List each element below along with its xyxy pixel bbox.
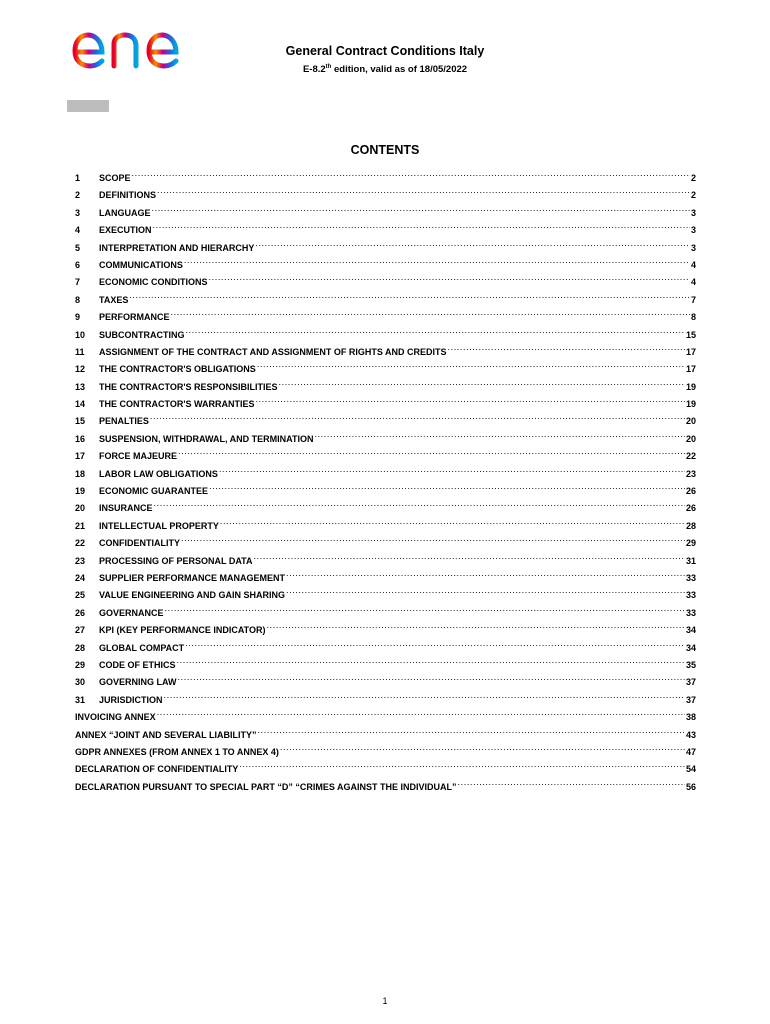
page-number: 1 [382, 996, 388, 1006]
toc-entry-label: THE CONTRACTOR'S WARRANTIES [99, 399, 255, 410]
toc-entry-label: CODE OF ETHICS [99, 659, 176, 670]
toc-leader-dots [177, 656, 685, 668]
toc-entry-label: THE CONTRACTOR'S RESPONSIBILITIES [99, 381, 278, 392]
toc-leader-dots [157, 186, 690, 198]
toc-entry[interactable] [75, 743, 696, 760]
toc-entry-label: PENALTIES [99, 416, 149, 427]
toc-leader-dots [154, 499, 685, 511]
toc-entry[interactable] [75, 708, 696, 725]
toc-entry[interactable] [75, 517, 696, 534]
toc-entry-page: 34 [685, 625, 696, 636]
toc-leader-dots [153, 221, 690, 233]
toc-leader-dots [315, 430, 685, 442]
toc-entry[interactable] [75, 726, 696, 743]
toc-entry[interactable] [75, 186, 696, 203]
toc-entry-page: 47 [685, 746, 696, 757]
toc-entry[interactable] [75, 586, 696, 603]
toc-entry-number: 8 [75, 294, 81, 305]
toc-leader-dots [239, 760, 685, 772]
toc-entry-number: 17 [75, 451, 86, 462]
toc-entry[interactable] [75, 343, 696, 360]
toc-entry-number: 24 [75, 572, 86, 583]
toc-entry-page: 28 [685, 520, 696, 531]
toc-entry-number: 21 [75, 520, 86, 531]
contents-heading: CONTENTS [350, 143, 420, 157]
edition-line [200, 64, 570, 75]
toc-entry-number: 26 [75, 607, 86, 618]
toc-leader-dots [219, 465, 685, 477]
toc-entry-label: DECLARATION PURSUANT TO SPECIAL PART “D” “CRIMES AGAINST THE INDIVIDUAL” [75, 781, 457, 792]
toc-entry-page: 38 [685, 712, 696, 723]
toc-entry-label: GOVERNING LAW [99, 677, 177, 688]
toc-entry[interactable] [75, 256, 696, 273]
toc-entry-number: 6 [75, 259, 81, 270]
toc-leader-dots [184, 256, 690, 268]
toc-leader-dots [279, 378, 685, 390]
toc-entry-page: 2 [690, 173, 696, 183]
toc-entry-label: LABOR LAW OBLIGATIONS [99, 468, 218, 479]
toc-entry[interactable] [75, 360, 696, 377]
toc-entry-label: INSURANCE [99, 503, 153, 514]
toc-entry[interactable] [75, 204, 696, 221]
toc-entry-number: 31 [75, 694, 86, 705]
toc-entry-number: 29 [75, 659, 86, 670]
table-of-contents [75, 169, 696, 795]
toc-entry-label: SUSPENSION, WITHDRAWAL, AND TERMINATION [99, 433, 314, 444]
toc-entry-number: 9 [75, 312, 81, 323]
toc-entry[interactable] [75, 169, 696, 186]
toc-leader-dots [178, 673, 685, 685]
toc-entry[interactable] [75, 691, 696, 708]
toc-entry[interactable] [75, 412, 696, 429]
toc-leader-dots [448, 343, 685, 355]
toc-entry[interactable] [75, 639, 696, 656]
toc-entry[interactable] [75, 308, 696, 325]
toc-entry[interactable] [75, 447, 696, 464]
toc-entry-label: KPI (KEY PERFORMANCE INDICATOR) [99, 625, 266, 636]
toc-leader-dots [255, 395, 685, 407]
toc-entry-page: 4 [690, 259, 696, 270]
toc-entry-number: 10 [75, 329, 86, 340]
toc-entry-page: 4 [690, 277, 696, 288]
toc-entry-label: SUPPLIER PERFORMANCE MANAGEMENT [99, 572, 286, 583]
toc-entry-number: 23 [75, 555, 86, 566]
toc-entry-label: EXECUTION [99, 225, 152, 236]
toc-leader-dots [157, 708, 685, 720]
toc-entry-number: 12 [75, 364, 86, 375]
toc-entry-number: 3 [75, 207, 81, 218]
toc-entry-page: 20 [685, 416, 696, 427]
toc-entry-number: 28 [75, 642, 86, 653]
toc-entry-page: 43 [685, 729, 696, 740]
toc-entry[interactable] [75, 656, 696, 673]
toc-entry-label: SUBCONTRACTING [99, 329, 185, 340]
toc-entry-label: ECONOMIC CONDITIONS [99, 277, 208, 288]
toc-entry[interactable] [75, 499, 696, 516]
toc-entry[interactable] [75, 395, 696, 412]
toc-entry-page: 26 [685, 503, 696, 514]
toc-entry[interactable] [75, 291, 696, 308]
toc-entry-page: 7 [690, 294, 696, 305]
toc-entry-label: INVOICING ANNEX [75, 712, 156, 723]
toc-entry-number: 22 [75, 538, 86, 549]
toc-entry-page: 22 [685, 451, 696, 462]
toc-entry-number: 18 [75, 468, 86, 479]
toc-leader-dots [132, 169, 690, 181]
toc-leader-dots [186, 326, 685, 338]
toc-entry-label: PERFORMANCE [99, 312, 170, 323]
toc-entry-page: 23 [685, 468, 696, 479]
toc-leader-dots [286, 569, 685, 581]
toc-leader-dots [150, 412, 685, 424]
toc-entry-number: 5 [75, 242, 81, 253]
toc-entry-number: 15 [75, 416, 86, 427]
toc-leader-dots [257, 360, 685, 372]
toc-leader-dots [164, 691, 685, 703]
toc-leader-dots [152, 204, 690, 216]
toc-entry-page: 26 [685, 486, 696, 497]
toc-entry-page: 33 [685, 572, 696, 583]
document-title: General Contract Conditions Italy [285, 44, 485, 58]
toc-leader-dots [171, 308, 690, 320]
toc-leader-dots [255, 239, 690, 251]
toc-entry-label: ECONOMIC GUARANTEE [99, 486, 209, 497]
toc-entry-number: 2 [75, 190, 81, 201]
toc-entry[interactable] [75, 621, 696, 638]
toc-entry-page: 31 [685, 555, 696, 566]
toc-entry-number: 1 [75, 173, 81, 183]
toc-leader-dots [220, 517, 685, 529]
toc-leader-dots [165, 604, 685, 616]
toc-entry[interactable] [75, 778, 696, 795]
toc-entry-label: ASSIGNMENT OF THE CONTRACT AND ASSIGNMENT OF RIGHTS AND CREDITS [99, 346, 447, 357]
toc-leader-dots [267, 621, 685, 633]
toc-entry[interactable] [75, 430, 696, 447]
toc-entry-label: DECLARATION OF CONFIDENTIALITY [75, 764, 239, 775]
toc-entry-number: 7 [75, 277, 81, 288]
toc-entry-page: 29 [685, 538, 696, 549]
toc-entry-page: 3 [690, 207, 696, 218]
toc-entry[interactable] [75, 465, 696, 482]
toc-entry-label: COMMUNICATIONS [99, 259, 183, 270]
toc-leader-dots [209, 273, 690, 285]
toc-entry-page: 3 [690, 242, 696, 253]
toc-entry-label: GLOBAL COMPACT [99, 642, 185, 653]
toc-entry-page: 17 [685, 364, 696, 375]
toc-leader-dots [286, 586, 685, 598]
toc-entry-page: 37 [685, 677, 696, 688]
toc-entry[interactable] [75, 604, 696, 621]
toc-leader-dots [254, 552, 685, 564]
toc-entry[interactable] [75, 552, 696, 569]
toc-leader-dots [178, 447, 685, 459]
toc-leader-dots [258, 726, 685, 738]
toc-entry[interactable] [75, 221, 696, 238]
toc-entry-label: ANNEX “JOINT AND SEVERAL LIABILITY” [75, 729, 257, 740]
toc-entry-page: 35 [685, 659, 696, 670]
toc-entry-page: 33 [685, 590, 696, 601]
toc-entry-label: PROCESSING OF PERSONAL DATA [99, 555, 253, 566]
toc-leader-dots [458, 778, 685, 790]
edition-sup: th [325, 64, 332, 70]
toc-entry-label: DEFINITIONS [99, 190, 157, 201]
toc-entry-label: INTERPRETATION AND HIERARCHY [99, 242, 255, 253]
toc-leader-dots [280, 743, 685, 755]
toc-entry[interactable] [75, 673, 696, 690]
toc-entry-label: FORCE MAJEURE [99, 451, 178, 462]
toc-entry-label: CONFIDENTIALITY [99, 538, 180, 549]
toc-entry[interactable] [75, 239, 696, 256]
toc-leader-dots [129, 291, 690, 303]
toc-entry-label: THE CONTRACTOR'S OBLIGATIONS [99, 364, 256, 375]
toc-entry[interactable] [75, 534, 696, 551]
redacted-block [67, 100, 109, 112]
toc-entry-number: 20 [75, 503, 86, 514]
toc-entry-number: 27 [75, 625, 86, 636]
toc-entry-page: 19 [685, 399, 696, 410]
toc-entry-page: 15 [685, 329, 696, 340]
toc-entry-page: 8 [690, 312, 696, 323]
toc-entry-number: 13 [75, 381, 86, 392]
toc-entry-label: JURISDICTION [99, 694, 163, 705]
edition-prefix: E-8.2 [302, 64, 326, 76]
toc-entry-label: SCOPE [99, 173, 131, 183]
toc-entry-number: 11 [75, 346, 85, 357]
toc-entry[interactable] [75, 569, 696, 586]
toc-entry-page: 56 [685, 781, 696, 792]
toc-entry-label: TAXES [99, 294, 129, 305]
toc-entry[interactable] [75, 760, 696, 777]
toc-entry-page: 17 [685, 346, 696, 357]
edition-suffix: edition, valid as of 18/05/2022 [331, 64, 468, 76]
toc-entry[interactable] [75, 378, 696, 395]
toc-entry-label: VALUE ENGINEERING AND GAIN SHARING [99, 590, 286, 601]
toc-leader-dots [185, 639, 685, 651]
toc-entry-page: 19 [685, 381, 696, 392]
toc-entry-label: LANGUAGE [99, 207, 151, 218]
toc-entry-number: 19 [75, 486, 86, 497]
toc-entry-page: 2 [690, 190, 696, 201]
toc-entry-page: 33 [685, 607, 696, 618]
toc-entry[interactable] [75, 482, 696, 499]
toc-entry-page: 37 [685, 694, 696, 705]
toc-entry[interactable] [75, 326, 696, 343]
toc-entry-number: 4 [75, 225, 81, 236]
toc-entry-label: INTELLECTUAL PROPERTY [99, 520, 219, 531]
toc-entry-number: 30 [75, 677, 86, 688]
toc-entry-page: 3 [690, 225, 696, 236]
toc-entry-number: 14 [75, 399, 86, 410]
toc-entry-page: 34 [685, 642, 696, 653]
toc-entry-label: GOVERNANCE [99, 607, 164, 618]
toc-entry-page: 20 [685, 433, 696, 444]
toc-entry[interactable] [75, 273, 696, 290]
toc-entry-label: GDPR ANNEXES (FROM ANNEX 1 TO ANNEX 4) [75, 746, 279, 757]
toc-entry-number: 25 [75, 590, 86, 601]
toc-leader-dots [209, 482, 685, 494]
toc-entry-number: 16 [75, 433, 86, 444]
toc-entry-page: 54 [685, 764, 696, 775]
toc-leader-dots [181, 534, 685, 546]
